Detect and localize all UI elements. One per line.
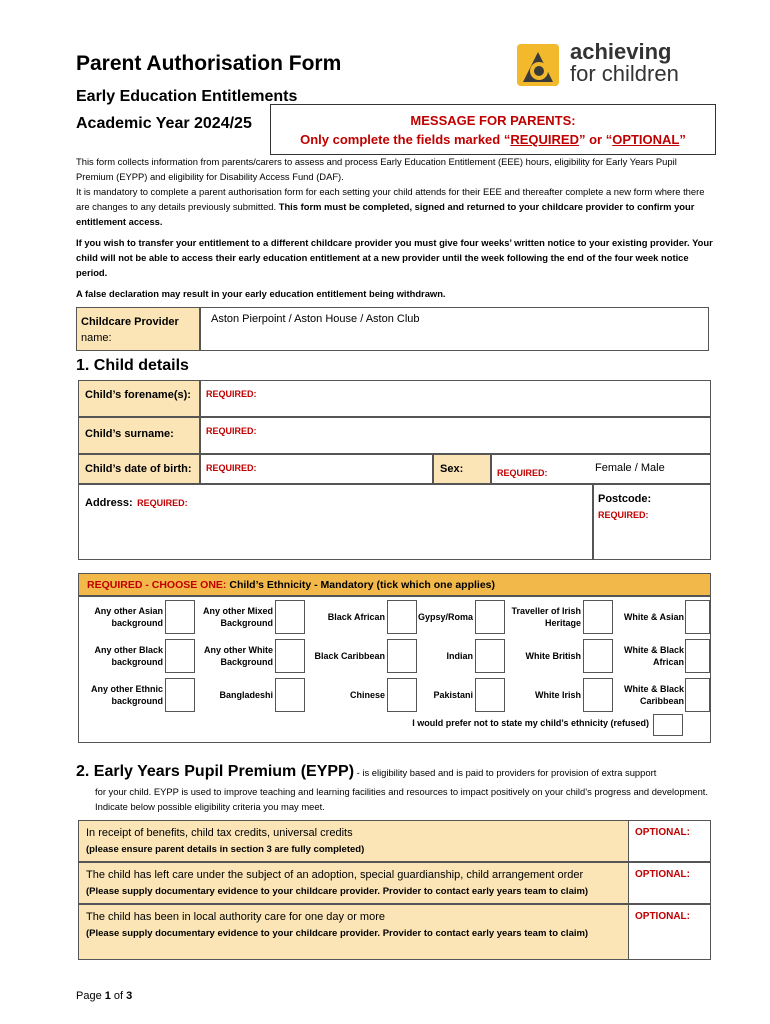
section-child-details-title: 1. Child details: [76, 357, 189, 374]
message-for-parents: [270, 104, 716, 155]
academic-year: Academic Year 2024/25: [76, 115, 252, 132]
ethnicity-checkbox[interactable]: [685, 600, 710, 634]
forename-label: Child’s forename(s):: [78, 380, 200, 417]
message-text: Only complete the fields marked “REQUIRED” or “OPTIONAL”: [300, 132, 686, 147]
ethnicity-checkbox[interactable]: [165, 678, 195, 712]
dob-field[interactable]: REQUIRED:: [200, 454, 433, 484]
ethnicity-label: Gypsy/Roma: [417, 612, 473, 622]
ethnicity-label: Any other Asian background: [94, 606, 163, 628]
surname-label: Child’s surname:: [78, 417, 200, 454]
ethnicity-label: Traveller of Irish Heritage: [511, 606, 581, 628]
ethnicity-checkbox[interactable]: [583, 639, 613, 673]
eypp-left-care-field[interactable]: [630, 863, 710, 903]
ethnicity-checkbox[interactable]: [387, 600, 417, 634]
ethnicity-label: White & Asian: [623, 612, 684, 622]
ethnicity-checkbox[interactable]: [685, 639, 710, 673]
logo-line2: for children: [570, 61, 679, 86]
eypp-la-care-field[interactable]: [630, 905, 710, 959]
eypp-criteria-benefits: In receipt of benefits, child tax credits, universal credits (please ensure parent details in section 3 are fully completed) OPTIONAL:: [78, 820, 711, 862]
ethnicity-refused-checkbox[interactable]: [653, 714, 683, 736]
ethnicity-label: White British: [525, 651, 581, 661]
ethnicity-checkbox[interactable]: [275, 639, 305, 673]
eypp-benefits-field[interactable]: [630, 821, 710, 861]
postcode-field[interactable]: Postcode: REQUIRED:: [593, 484, 711, 560]
ethnicity-header: REQUIRED - CHOOSE ONE: Child’s Ethnicity - Mandatory (tick which one applies): [78, 573, 711, 596]
intro-paragraph-1: This form collects information from parents/carers to assess and process Early Education Entitlement (EEE) hours, eligibility for Early Years Pupil Premium (EYPP) and eligibility for Disability Access Fund (DAF).: [76, 156, 677, 182]
intro-paragraph-4: A false declaration may result in your early education entitlement being withdrawn.: [76, 288, 446, 299]
ethnicity-checkbox[interactable]: [387, 639, 417, 673]
surname-field[interactable]: REQUIRED:: [200, 417, 711, 454]
logo-icon: [517, 44, 559, 86]
ethnicity-label: White & Black Caribbean: [623, 684, 684, 706]
page-number: Page 1 of 3: [76, 990, 133, 1002]
ethnicity-label: Bangladeshi: [219, 690, 273, 700]
intro-paragraph-2: It is mandatory to complete a parent authorisation form for each setting your child attends for their EEE and thereafter complete a new form where there are changes to any details previously submitted. This form must be completed, signed and returned to your childcare provider to confirm your entitlement access.: [76, 186, 705, 227]
ethnicity-checkbox[interactable]: [275, 678, 305, 712]
page-title: Parent Authorisation Form: [76, 52, 342, 75]
address-field[interactable]: Address: REQUIRED:: [78, 484, 593, 560]
ethnicity-checkbox[interactable]: [165, 600, 195, 634]
ethnicity-label: Any other White Background: [204, 645, 273, 667]
ethnicity-checkbox[interactable]: [165, 639, 195, 673]
ethnicity-label: Any other Mixed Background: [202, 606, 273, 628]
eypp-description: for your child. EYPP is used to improve teaching and learning facilities and resources to impact positively on your child’s progress and development. Indicate below possible eligibility criteria you may meet.: [95, 786, 708, 812]
ethnicity-checkbox[interactable]: [275, 600, 305, 634]
sex-field[interactable]: REQUIRED: Female / Male: [491, 454, 711, 484]
dob-label: Child’s date of birth:: [78, 454, 200, 484]
logo-text: [570, 41, 679, 85]
logo-line1: achieving: [570, 39, 672, 64]
intro-paragraph-3: If you wish to transfer your entitlement to a different childcare provider you must give four weeks’ written notice to your existing provider. Your child will not be able to access their early education entitlement at a new provider until the week following the end of the four week notice period.: [76, 237, 713, 278]
form-subtitle: Early Education Entitlements: [76, 88, 298, 105]
ethnicity-label: Any other Black background: [94, 645, 163, 667]
ethnicity-label: Indian: [446, 651, 473, 661]
ethnicity-label: Chinese: [349, 690, 385, 700]
ethnicity-label: Black Caribbean: [314, 651, 385, 661]
ethnicity-grid: [78, 596, 711, 743]
ethnicity-checkbox[interactable]: [475, 600, 505, 634]
ethnicity-label: Black African: [327, 612, 385, 622]
ethnicity-label: White Irish: [534, 690, 581, 700]
provider-label: Childcare Provider name:: [76, 307, 200, 351]
ethnicity-label: Pakistani: [433, 690, 473, 700]
ethnicity-checkbox[interactable]: [583, 600, 613, 634]
ethnicity-checkbox[interactable]: [475, 639, 505, 673]
message-heading: MESSAGE FOR PARENTS:: [410, 113, 576, 128]
eypp-criteria-la-care: The child has been in local authority care for one day or more (Please supply documentary evidence to your childcare provider. Provider to contact early years team to claim) OPTIONAL:: [78, 904, 711, 960]
ethnicity-label: White & Black African: [623, 645, 684, 667]
ethnicity-refused-label: I would prefer not to state my child’s ethnicity (refused): [412, 718, 649, 728]
section-eypp-title: 2. Early Years Pupil Premium (EYPP) - is eligibility based and is paid to providers for provision of extra support: [76, 763, 657, 780]
ethnicity-checkbox[interactable]: [475, 678, 505, 712]
ethnicity-checkbox[interactable]: [387, 678, 417, 712]
eypp-criteria-left-care: The child has left care under the subject of an adoption, special guardianship, child arrangement order (Please supply documentary evidence to your childcare provider. Provider to contact early years team to claim) OPTIONAL:: [78, 862, 711, 904]
sex-label: Sex:: [433, 454, 491, 484]
ethnicity-checkbox[interactable]: [583, 678, 613, 712]
provider-name-field[interactable]: Aston Pierpoint / Aston House / Aston Club: [200, 307, 709, 351]
ethnicity-checkbox[interactable]: [685, 678, 710, 712]
sex-options: Female / Male: [595, 462, 665, 474]
forename-field[interactable]: REQUIRED:: [200, 380, 711, 417]
ethnicity-label: Any other Ethnic background: [90, 684, 163, 706]
